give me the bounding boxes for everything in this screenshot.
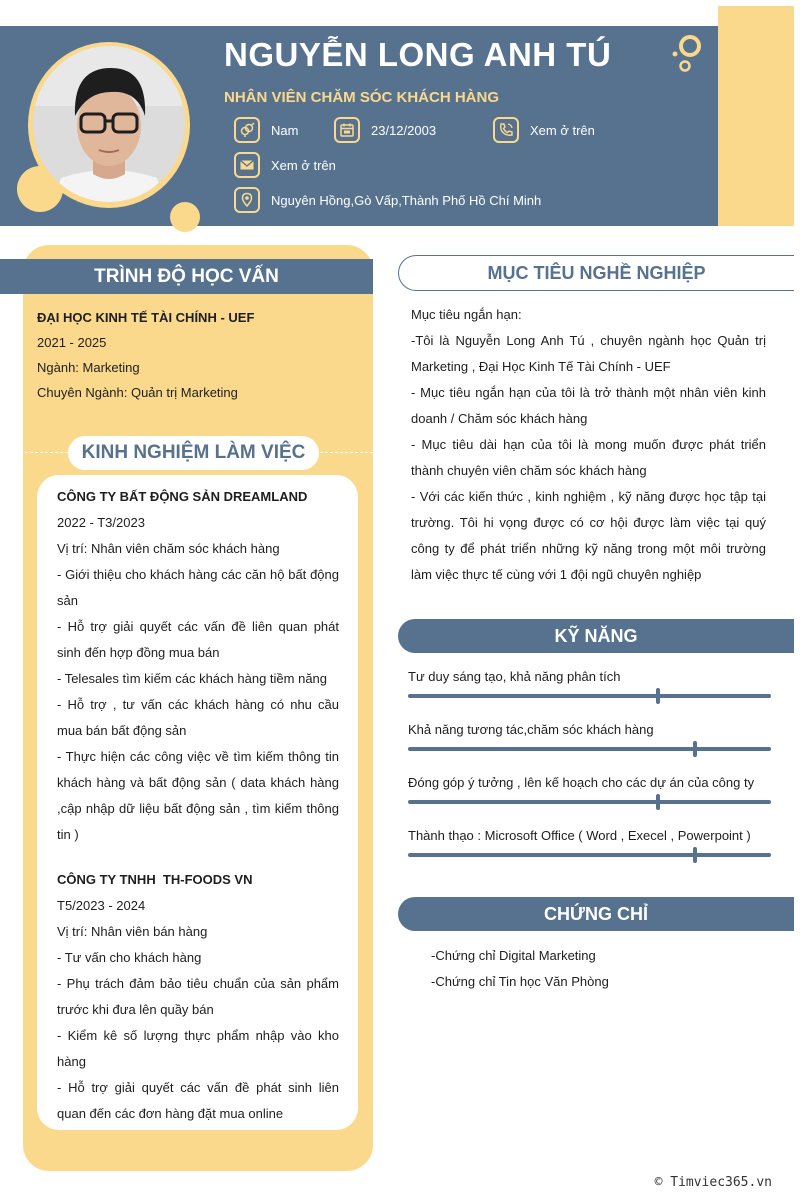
objective-section: [411, 302, 766, 588]
phone-icon: [493, 117, 519, 143]
objective-heading: MỤC TIÊU NGHỀ NGHIỆP: [398, 255, 794, 291]
job-duty: - Hỗ trợ giải quyết các vấn đề liên quan phát sinh đến hợp đồng mua bán: [57, 619, 339, 660]
job-duty: - Hỗ trợ giải quyết các vấn đề phát sinh liên quan đến các đơn hàng đặt mua online: [57, 1080, 339, 1121]
info-phone: [493, 117, 595, 143]
skill-item: [408, 828, 771, 857]
phone-value: Xem ở trên: [530, 122, 595, 138]
education-major: Ngành: Marketing: [37, 360, 140, 375]
header-accent-block: [718, 6, 794, 226]
certificate-item: -Chứng chỉ Tin học Văn Phòng: [431, 974, 609, 989]
skill-label: Đóng góp ý tưởng , lên kế hoạch cho các dự án của công ty: [408, 775, 755, 790]
skill-level-marker: [656, 794, 660, 810]
skill-level-marker: [656, 688, 660, 704]
job-duty: - Telesales tìm kiếm các khách hàng tiềm năng: [57, 671, 328, 686]
objective-line: - Mục tiêu dài hạn của tôi là mong muốn được phát triển thành chuyên viên chăm sóc khách hàng: [411, 437, 766, 478]
avatar: [33, 46, 185, 202]
watermark: © Timviec365.vn: [654, 1175, 772, 1190]
objective-line: -Tôi là Nguyễn Long Anh Tú , chuyên ngành học Quản trị Marketing , Đại Học Kinh Tế Tài Chính - UEF: [411, 333, 766, 374]
job-position: Vị trí: Nhân viên chăm sóc khách hàng: [57, 541, 280, 556]
address-value: Nguyên Hồng,Gò Vấp,Thành Phố Hồ Chí Minh: [271, 192, 542, 208]
experience-heading: KINH NGHIỆM LÀM VIỆC: [68, 436, 319, 470]
gender-icon: [234, 117, 260, 143]
certificates-heading: CHỨNG CHỈ: [398, 897, 794, 931]
skill-item: [408, 722, 771, 751]
company-name: CÔNG TY BẤT ĐỘNG SẢN DREAMLAND: [57, 489, 308, 504]
candidate-name: NGUYỄN LONG ANH TÚ: [224, 36, 612, 73]
calendar-icon: [334, 117, 360, 143]
skill-bar: [408, 694, 771, 698]
skill-label: Khả năng tương tác,chăm sóc khách hàng: [408, 722, 654, 737]
objective-line: Mục tiêu ngắn hạn:: [411, 307, 522, 322]
experience-item: [57, 867, 339, 1127]
objective-line: - Mục tiêu ngắn hạn của tôi là trở thành một nhân viên kinh doanh / Chăm sóc khách hàng: [411, 385, 766, 426]
experience-section: [57, 484, 339, 1127]
skill-bar: [408, 853, 771, 857]
job-duty: - Hỗ trợ , tư vấn các khách hàng có nhu cầu mua bán bất động sản: [57, 697, 339, 738]
skill-item: [408, 669, 771, 698]
company-name: CÔNG TY TNHH TH-FOODS VN: [57, 872, 253, 887]
skill-label: Thành thạo : Microsoft Office ( Word , Execel , Powerpoint ): [408, 828, 751, 843]
skills-heading: KỸ NĂNG: [398, 619, 794, 653]
education-section: [37, 305, 357, 405]
job-position: Vị trí: Nhân viên bán hàng: [57, 924, 208, 939]
info-address: [234, 187, 541, 213]
info-gender: [234, 117, 298, 143]
job-duty: - Tư vấn cho khách hàng: [57, 950, 202, 965]
job-duty: - Kiểm kê số lượng thực phẩm nhập vào kho hàng: [57, 1028, 339, 1069]
envelope-icon: [234, 152, 260, 178]
job-period: 2022 - T3/2023: [57, 515, 145, 530]
job-title: NHÂN VIÊN CHĂM SÓC KHÁCH HÀNG: [224, 89, 500, 106]
job-duty: - Thực hiện các công việc về tìm kiếm thông tin khách hàng và bất động sản ( data khách hàng ,cập nhập dữ liệu bất động sản , tìm kiếm thông tin ): [57, 749, 339, 842]
education-heading: TRÌNH ĐỘ HỌC VẤN: [0, 259, 373, 294]
experience-item: [57, 484, 339, 848]
skill-bar: [408, 747, 771, 751]
objective-line: - Với các kiến thức , kinh nghiệm , kỹ năng được học tập tại trường. Tôi hi vọng được có cơ hội được làm việc tại quý công ty để phát triển những kỹ năng trong một môi trường làm việc thực tế cùng với 1 đội ngũ chuyên nghiệp: [411, 489, 766, 582]
info-email: [234, 152, 336, 178]
decor-circle-small: [170, 202, 200, 232]
gender-value: Nam: [271, 122, 299, 138]
skill-bar: [408, 800, 771, 804]
birthday-value: 23/12/2003: [371, 122, 437, 138]
certificates-list: [431, 943, 609, 995]
skill-item: [408, 775, 771, 804]
job-period: T5/2023 - 2024: [57, 898, 146, 913]
education-years: 2021 - 2025: [37, 335, 107, 350]
skill-level-marker: [693, 741, 697, 757]
certificate-item: -Chứng chỉ Digital Marketing: [431, 948, 596, 963]
education-school: ĐẠI HỌC KINH TẾ TÀI CHÍNH - UEF: [37, 310, 255, 325]
job-duty: - Giới thiệu cho khách hàng các căn hộ bất động sản: [57, 567, 339, 608]
skill-label: Tư duy sáng tạo, khả năng phân tích: [408, 669, 621, 684]
skill-level-marker: [693, 847, 697, 863]
job-duty: - Phụ trách đảm bảo tiêu chuẩn của sản phẩm trước khi đưa lên quầy bán: [57, 976, 339, 1017]
decor-rings-icon: [670, 32, 710, 74]
info-birthday: [334, 117, 436, 143]
location-pin-icon: [234, 187, 260, 213]
email-value: Xem ở trên: [271, 157, 336, 173]
education-specialization: Chuyên Ngành: Quản trị Marketing: [37, 385, 238, 400]
